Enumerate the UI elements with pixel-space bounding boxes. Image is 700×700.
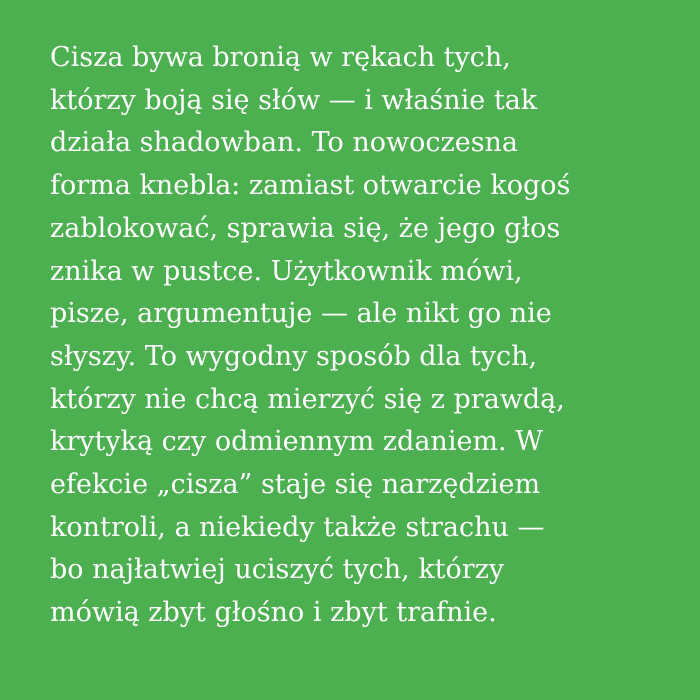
paragraph-line: forma knebla: zamiast otwarcie kogoś	[50, 170, 571, 202]
quote-paragraph	[50, 37, 650, 635]
paragraph-line: którzy nie chcą mierzyć się z prawdą,	[50, 383, 565, 415]
paragraph-line: którzy boją się słów — i właśnie tak	[50, 84, 538, 116]
paragraph-line: bo najłatwiej uciszyć tych, którzy	[50, 554, 505, 586]
paragraph-line: działa shadowban. To nowoczesna	[50, 127, 519, 159]
paragraph-line: efekcie „cisza” staje się narzędziem	[50, 469, 541, 501]
paragraph-line: krytyką czy odmiennym zdaniem. W	[50, 426, 543, 458]
paragraph-line: zablokować, sprawia się, że jego głos	[50, 212, 561, 244]
paragraph-line: kontroli, a niekiedy także strachu —	[50, 511, 545, 543]
paragraph-line: znika w pustce. Użytkownik mówi,	[50, 255, 523, 287]
paragraph-line: Cisza bywa bronią w rękach tych,	[50, 42, 511, 73]
paragraph-line: słyszy. To wygodny sposób dla tych,	[50, 340, 538, 372]
paragraph-line: pisze, argumentuje — ale nikt go nie	[50, 298, 552, 330]
paragraph-line: mówią zbyt głośno i zbyt trafnie.	[50, 597, 497, 629]
